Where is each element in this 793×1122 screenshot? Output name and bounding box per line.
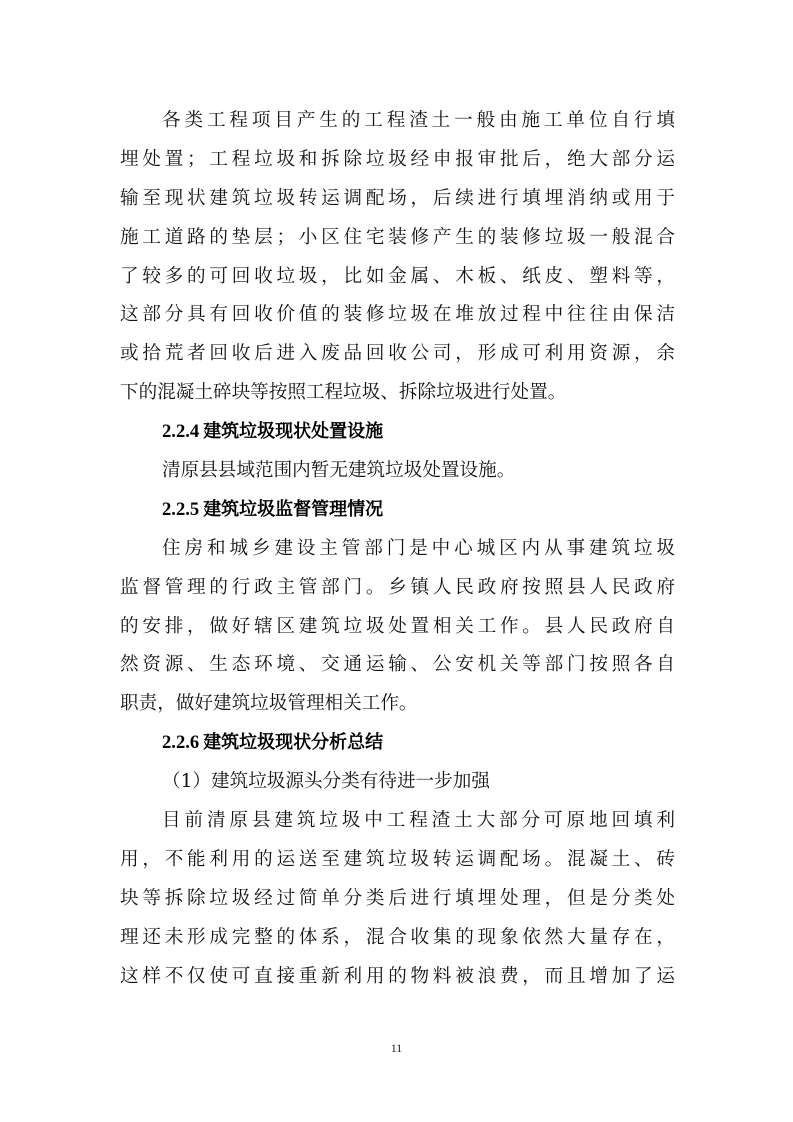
page-number: 11: [390, 1041, 403, 1055]
text-line: 然资源、生态环境、交通运输、公安机关等部门按照各自: [120, 654, 675, 676]
text-line: 这样不仅使可直接重新利用的物料被浪费，而且增加了运: [120, 965, 675, 987]
text-line: 埋处置；工程垃圾和拆除垃圾经申报审批后，绝大部分运: [120, 148, 675, 170]
text-line: 清原县县域范围内暂无建筑垃圾处置设施。: [162, 460, 516, 482]
text-line: 块等拆除垃圾经过简单分类后进行填埋处理，但是分类处: [120, 887, 675, 909]
section-number: 2.2.5: [162, 498, 200, 520]
text-line: 理还未形成完整的体系，混合收集的现象依然大量存在，: [120, 926, 675, 948]
section-heading-2-2-4: [120, 413, 675, 452]
paragraph-1: [120, 102, 675, 413]
section-title: 建筑垃圾现状分析总结: [203, 732, 384, 754]
paragraph-2-2-4: [120, 452, 675, 491]
paragraph-2-2-6: [120, 802, 675, 996]
text-line: 住房和城乡建设主管部门是中心城区内从事建筑垃圾: [162, 537, 675, 559]
text-line: 监督管理的行政主管部门。乡镇人民政府按照县人民政府: [120, 576, 675, 598]
text-line: 的安排，做好辖区建筑垃圾处置相关工作。县人民政府自: [120, 615, 675, 637]
document-body: [120, 102, 675, 996]
section-number: 2.2.4: [162, 421, 200, 443]
paragraph-2-2-5: [120, 530, 675, 724]
subheading-1: （1）建筑垃圾源头分类有待进一步加强: [162, 771, 490, 793]
text-line: 下的混凝土碎块等按照工程垃圾、拆除垃圾进行处置。: [120, 382, 567, 404]
text-line: 输至现状建筑垃圾转运调配场，后续进行填埋消纳或用于: [120, 187, 675, 209]
text-line: 或拾荒者回收后进入废品回收公司，形成可利用资源，余: [120, 343, 675, 365]
section-title: 建筑垃圾现状处置设施: [203, 421, 384, 443]
section-heading-2-2-6: [120, 724, 675, 763]
text-line: 目前清原县建筑垃圾中工程渣土大部分可原地回填利: [162, 810, 675, 832]
text-line: 用，不能利用的运送至建筑垃圾转运调配场。混凝土、砖: [120, 848, 675, 870]
text-line: 这部分具有回收价值的装修垃圾在堆放过程中往往由保洁: [120, 304, 675, 326]
text-line: 职责，做好建筑垃圾管理相关工作。: [120, 693, 418, 715]
text-line: 各类工程项目产生的工程渣土一般由施工单位自行填: [162, 110, 675, 131]
text-line: 施工道路的垫层；小区住宅装修产生的装修垃圾一般混合: [120, 226, 675, 248]
section-number: 2.2.6: [162, 732, 200, 754]
section-heading-2-2-5: [120, 491, 675, 530]
section-title: 建筑垃圾监督管理情况: [203, 498, 384, 520]
text-line: 了较多的可回收垃圾，比如金属、木板、纸皮、塑料等，: [120, 265, 675, 287]
